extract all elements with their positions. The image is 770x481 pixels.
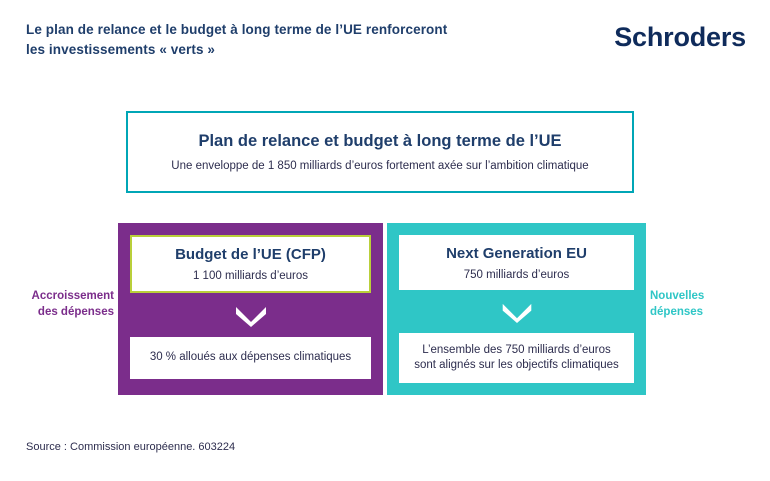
right-side-label-line-1: Nouvelles [650, 290, 705, 302]
top-box-title: Plan de relance et budget à long terme de l’UE [198, 132, 562, 150]
top-box-subtitle: Une enveloppe de 1 850 milliards d’euros fortement axée sur l’ambition climatique [171, 160, 589, 172]
right-column-panel [387, 223, 646, 395]
right-card-footer [399, 333, 634, 383]
left-side-label-line-1: Accroissement [31, 290, 114, 302]
left-side-label [18, 289, 114, 320]
left-card-header [130, 235, 371, 293]
schroders-logo: Schroders [614, 22, 746, 52]
page-title-line-2: les investissements « verts » [26, 41, 216, 57]
left-card-footer [130, 337, 371, 379]
chevron-down-icon [500, 302, 534, 323]
page-title [26, 20, 586, 59]
right-side-label-line-2: dépenses [650, 305, 704, 318]
left-card-title: Budget de l’UE (CFP) [175, 246, 326, 263]
source-note: Source : Commission européenne. 603224 [26, 441, 236, 453]
right-card-footer-line-2: sont alignés sur les objectifs climatiques [414, 359, 619, 372]
left-card-footer-text: 30 % alloués aux dépenses climatiques [149, 351, 352, 364]
left-card-subtitle: 1 100 milliards d’euros [192, 270, 309, 282]
left-column-panel [118, 223, 383, 395]
right-card-header [399, 235, 634, 290]
right-card-subtitle: 750 milliards d’euros [463, 268, 570, 281]
chevron-down-icon [234, 305, 268, 327]
right-card-footer-line-1: L’ensemble des 750 milliards d’euros [422, 343, 611, 356]
top-summary-box [126, 111, 634, 193]
left-side-label-line-2: des dépenses [37, 305, 114, 318]
right-side-label [650, 289, 760, 320]
page-title-line-1: Le plan de relance et le budget à long terme de l’UE renforceront [26, 22, 448, 37]
right-card-title: Next Generation EU [446, 244, 587, 262]
